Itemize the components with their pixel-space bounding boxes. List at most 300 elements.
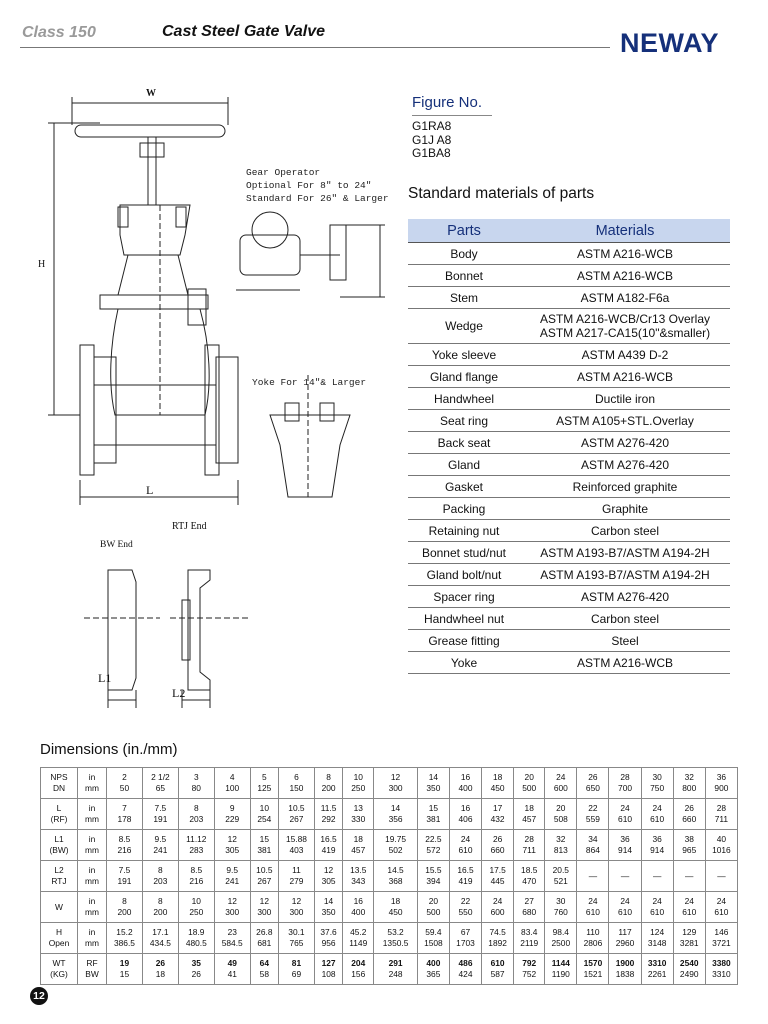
dimension-cell-line: 69 (291, 969, 302, 979)
dimension-cell (250, 892, 278, 923)
dimension-cell-line: 16 (353, 896, 363, 906)
dimension-cell-line: 18.5 (521, 865, 538, 875)
dimension-row (41, 861, 738, 892)
dimension-cell-line: 32 (556, 834, 566, 844)
dimension-cell-line: 419 (458, 876, 473, 886)
part-name: Bonnet stud/nut (408, 542, 520, 564)
dimension-cell-line: 12 (323, 865, 334, 875)
row-unit-line: mm (85, 783, 99, 793)
materials-row (408, 652, 730, 674)
dimension-cell-line: 480.5 (185, 938, 207, 948)
row-label (41, 799, 78, 830)
dimension-cell-line: 83.4 (521, 927, 538, 937)
dimension-cell-line: 12 (291, 896, 302, 906)
dimension-cell-line: 267 (289, 814, 304, 824)
dimension-cell-line: 127 (321, 958, 336, 968)
dimension-cell (449, 768, 481, 799)
dimension-cell-line: 200 (117, 907, 132, 917)
dim-w-label: W (146, 88, 156, 99)
dimension-cell-line: 36 (652, 834, 662, 844)
dimension-cell (374, 799, 418, 830)
dimension-cell (705, 768, 737, 799)
dimension-cell-line: 8 (193, 803, 199, 813)
dimension-cell (250, 954, 278, 985)
materials-body (408, 243, 730, 674)
dimension-cell (142, 768, 178, 799)
dimension-cell-line: 13.5 (350, 865, 367, 875)
dimension-cell (250, 799, 278, 830)
dimension-cell (214, 923, 250, 954)
dimension-cell (178, 799, 214, 830)
row-unit-line: mm (85, 938, 99, 948)
dimension-cell-line: 146 (714, 927, 729, 937)
dimension-cell-line: 14 (428, 772, 439, 782)
row-label-line: L (56, 803, 62, 813)
dimension-cell-line: 65 (155, 783, 166, 793)
part-name: Yoke sleeve (408, 344, 520, 366)
dimension-cell-line: 792 (522, 958, 537, 968)
dimension-cell-line: 19.75 (385, 834, 407, 844)
dimension-cell (705, 923, 737, 954)
row-unit-line: in (88, 772, 96, 782)
dimension-cell (673, 799, 705, 830)
figure-codes (412, 120, 451, 161)
dimension-cell-line: 26 (191, 969, 201, 979)
dimension-cell (514, 799, 545, 830)
dimension-cell-line: 610 (458, 845, 473, 855)
materials-row (408, 542, 730, 564)
dimension-cell-line: 11.5 (320, 803, 337, 813)
dimension-cell-line: 24 (588, 896, 598, 906)
dimension-cell-line: 26 (588, 772, 598, 782)
dimension-cell (178, 861, 214, 892)
part-name: Body (408, 243, 520, 265)
dimension-cell-line: 400 (458, 783, 473, 793)
part-name: Gland (408, 454, 520, 476)
dimension-cell (577, 892, 609, 923)
dimension-cell-line: 2119 (520, 938, 539, 948)
dimension-cell-line: 681 (257, 938, 272, 948)
part-material: ASTM A193-B7/ASTM A194-2H (520, 564, 730, 586)
dimension-cell (178, 830, 214, 861)
materials-header-row (408, 219, 730, 243)
dimension-cell-line: 12 (227, 896, 237, 906)
part-name: Spacer ring (408, 586, 520, 608)
dimension-cell-line: 610 (682, 907, 697, 917)
dimension-cell-line: 2261 (647, 969, 667, 979)
dimension-cell-line: 250 (351, 783, 366, 793)
dimension-cell-line: 74.5 (489, 927, 506, 937)
dimension-cell-line: 1144 (551, 958, 570, 968)
dimension-cell (214, 892, 250, 923)
dimension-cell (545, 861, 577, 892)
dimension-cell (514, 768, 545, 799)
part-material: ASTM A216-WCB (520, 243, 730, 265)
dimension-cell (374, 954, 418, 985)
dimension-cell-line: 45.2 (350, 927, 367, 937)
dimension-cell-line: 241 (225, 876, 240, 886)
row-unit (78, 830, 107, 861)
dimension-cell-line: 291 (388, 958, 403, 968)
dimension-cell-line: 381 (257, 845, 272, 855)
gear-operator-caption (246, 166, 389, 205)
row-label (41, 861, 78, 892)
dimension-cell-line: 300 (225, 907, 240, 917)
part-name: Grease fitting (408, 630, 520, 652)
dimension-cell (214, 954, 250, 985)
dimension-cell-line: 864 (585, 845, 600, 855)
dimension-cell-line: 16 (460, 772, 471, 782)
caption-line: Standard For 26ʺ & Larger (246, 193, 389, 204)
part-name: Gland bolt/nut (408, 564, 520, 586)
dimension-cell (314, 923, 342, 954)
dimension-cell-line: 8 (158, 896, 163, 906)
row-unit-line: BW (85, 969, 99, 979)
dimension-cell-line: 1350.5 (382, 938, 409, 948)
row-unit-line: mm (85, 876, 99, 886)
row-unit-line: in (88, 834, 96, 844)
dimension-cell-line: 10 (353, 772, 363, 782)
dimension-cell (278, 892, 314, 923)
part-material: ASTM A276-420 (520, 586, 730, 608)
dimension-cell-line: 750 (650, 783, 665, 793)
dimension-cell (705, 954, 737, 985)
row-label-line: Open (48, 938, 70, 948)
dimension-cell (417, 768, 449, 799)
class-label: Class 150 (22, 24, 96, 41)
dim-l1-label: L1 (98, 671, 112, 685)
dimension-cell (673, 954, 705, 985)
dimension-cell-line: 500 (426, 907, 441, 917)
dimension-cell (417, 799, 449, 830)
materials-row (408, 265, 730, 287)
dimension-cell-line: — (620, 870, 630, 881)
dimension-cell (314, 768, 342, 799)
dimension-cell-line: 3310 (712, 969, 731, 979)
dimension-cell-line: 98.4 (552, 927, 569, 937)
row-unit (78, 768, 107, 799)
dimension-row (41, 768, 738, 799)
dimension-cell-line: 660 (682, 814, 697, 824)
dimension-cell-line: — (685, 870, 694, 881)
dimension-cell (449, 954, 481, 985)
dimension-cell (142, 861, 178, 892)
dimension-cell-line: 900 (714, 783, 729, 793)
row-label (41, 892, 78, 923)
part-material: ASTM A182-F6a (520, 287, 730, 309)
dimension-cell-line: 386.5 (113, 938, 135, 948)
figure-code: G1RA8 (412, 119, 452, 133)
dimension-cell-line: 965 (682, 845, 697, 855)
figure-code: G1BA8 (412, 146, 451, 160)
materials-row (408, 388, 730, 410)
row-label-line: (BW) (49, 845, 69, 855)
dimension-cell-line: 15.2 (116, 927, 133, 937)
dimension-cell-line: 10 (191, 896, 201, 906)
dimension-cell-line: 1838 (615, 969, 635, 979)
dimension-cell-line: 18 (492, 772, 503, 782)
dimension-cell-line: 28 (716, 803, 727, 813)
dimension-cell-line: 2 (122, 772, 127, 782)
dimension-cell-line: 23 (227, 927, 237, 937)
dimension-cell-line: 502 (388, 845, 403, 855)
dimension-cell (449, 799, 481, 830)
dimension-cell-line: 15 (259, 834, 269, 844)
dimension-cell (343, 923, 374, 954)
dimension-cell (374, 830, 418, 861)
dimension-cell-line: 10.5 (256, 865, 273, 875)
dimensions-title: Dimensions (in./mm) (40, 741, 178, 758)
dimension-cell-line: 7.5 (154, 803, 167, 813)
dimension-cell (278, 799, 314, 830)
dimension-cell-line: 254 (257, 814, 272, 824)
row-label (41, 830, 78, 861)
part-material: ASTM A216-WCB (520, 265, 730, 287)
dimension-cell-line: 41 (227, 969, 237, 979)
dimension-cell-line: 50 (119, 783, 130, 793)
dimension-cell-line: 470 (522, 876, 537, 886)
dimension-cell-line: 14 (323, 896, 334, 906)
dimension-cell-line: 9 (229, 803, 235, 813)
dimension-cell (374, 892, 418, 923)
dimension-cell-line: 24 (652, 896, 662, 906)
dimension-cell-line: 14 (390, 803, 401, 813)
dimension-cell-line: 600 (490, 907, 505, 917)
dimension-cell-line: 450 (388, 907, 403, 917)
dimension-cell-line: 3281 (679, 938, 699, 948)
dimension-cell-line: 419 (321, 845, 336, 855)
dimension-cell (250, 861, 278, 892)
dimension-cell (577, 954, 609, 985)
dimension-cell-line: 38 (684, 834, 694, 844)
materials-table (408, 219, 730, 674)
dim-l-label: L (146, 483, 154, 497)
dimension-cell (250, 768, 278, 799)
dimension-cell-line: 711 (714, 814, 729, 824)
dimension-cell (482, 768, 514, 799)
dimension-cell-line: 20 (524, 772, 534, 782)
dimension-cell (514, 892, 545, 923)
dimension-cell (609, 923, 641, 954)
dimension-cell-line: 40 (716, 834, 727, 844)
dimension-cell-line: 381 (426, 814, 441, 824)
dimension-cell (514, 954, 545, 985)
dimension-cell-line: 27 (524, 896, 534, 906)
dimension-cell (673, 830, 705, 861)
materials-row (408, 243, 730, 265)
row-label (41, 768, 78, 799)
dimension-cell (577, 768, 609, 799)
row-label-line: (RF) (50, 814, 68, 824)
materials-row (408, 630, 730, 652)
dimension-cell-line: 406 (458, 814, 473, 824)
brand-logo: NEWAY (620, 28, 720, 58)
dimension-cell-line: 5 (262, 772, 267, 782)
dimension-cell (449, 861, 481, 892)
dimension-cell-line: 22.5 (425, 834, 442, 844)
dimension-cell-line: 117 (618, 927, 632, 937)
dimension-cell (250, 923, 278, 954)
dimension-cell-line: 550 (458, 907, 473, 917)
dimension-cell-line: 7 (122, 803, 127, 813)
dimension-cell (178, 923, 214, 954)
dimension-cell-line: 24 (652, 803, 662, 813)
dimension-cell (278, 861, 314, 892)
dimension-cell-line: 30 (652, 772, 662, 782)
part-name: Wedge (408, 309, 520, 344)
dimension-cell-line: 8 (122, 896, 127, 906)
dimension-cell-line: 400 (351, 907, 366, 917)
part-material: ASTM A216-WCB (520, 366, 730, 388)
dimension-cell-line: 229 (225, 814, 240, 824)
dimension-cell-line: 3148 (647, 938, 667, 948)
row-unit-line: RF (86, 958, 98, 968)
dimension-cell-line: 204 (351, 958, 366, 968)
dimension-cell-line: 53.2 (387, 927, 404, 937)
dimension-cell (449, 830, 481, 861)
dimension-cell (545, 830, 577, 861)
dimension-cell-line: 700 (618, 783, 633, 793)
dimension-cell-line: 36 (620, 834, 630, 844)
figure-rule (412, 115, 492, 116)
part-name: Gasket (408, 476, 520, 498)
dimension-cell-line: 610 (714, 907, 729, 917)
caption-line: Gear Operator (246, 167, 321, 178)
row-unit (78, 799, 107, 830)
dimension-cell-line: 10.5 (288, 803, 305, 813)
dimension-cell-line: 18 (353, 834, 363, 844)
dimension-cell-line: 8 (158, 865, 163, 875)
dimension-cell (673, 768, 705, 799)
materials-row (408, 454, 730, 476)
dimension-cell-line: — (652, 870, 662, 881)
materials-row (408, 344, 730, 366)
dimension-cell-line: 350 (426, 783, 441, 793)
dimension-cell (673, 923, 705, 954)
dimension-cell-line: 1521 (583, 969, 603, 979)
dimension-cell-line: 15 (119, 969, 130, 979)
dimension-cell (374, 768, 418, 799)
dimension-cell-line: 35 (191, 958, 201, 968)
dimension-cell (482, 954, 514, 985)
part-name: Retaining nut (408, 520, 520, 542)
dimension-cell (482, 830, 514, 861)
dimension-cell-line: 403 (289, 845, 304, 855)
dimension-cell-line: 508 (553, 814, 568, 824)
row-label-line: DN (52, 783, 66, 793)
dimension-cell (609, 892, 641, 923)
dimension-cell-line: 24 (492, 896, 503, 906)
dimension-cell-line: 279 (289, 876, 304, 886)
dimension-cell-line: 30 (556, 896, 566, 906)
dimension-cell-line: 610 (618, 907, 633, 917)
dimension-cell (178, 892, 214, 923)
dimension-cell-line: 559 (585, 814, 600, 824)
dimension-cell-line: 610 (618, 814, 633, 824)
dimension-cell-line: 368 (388, 876, 403, 886)
dimension-cell (343, 861, 374, 892)
row-label-line: H (55, 927, 63, 937)
part-material: ASTM A276-420 (520, 432, 730, 454)
row-unit-line: in (88, 927, 96, 937)
dimension-cell (214, 830, 250, 861)
dimension-cell-line: — (717, 870, 726, 881)
dimension-cell-line: 12 (390, 772, 401, 782)
dimension-cell-line: 241 (153, 845, 168, 855)
dimension-cell-line: 191 (153, 814, 168, 824)
dimension-cell (641, 954, 673, 985)
dimension-cell (641, 892, 673, 923)
dimension-cell-line: 2806 (583, 938, 603, 948)
dimension-cell-line: 80 (191, 783, 201, 793)
dimension-cell (343, 799, 374, 830)
dimension-cell-line: 1190 (551, 969, 570, 979)
dimension-cell-line: 22 (460, 896, 471, 906)
dimension-cell-line: 16.5 (457, 865, 474, 875)
dimension-cell-line: 125 (257, 783, 272, 793)
dimension-cell-line: 216 (117, 845, 132, 855)
dimension-cell-line: 18.9 (188, 927, 205, 937)
dimension-cell-line: 445 (490, 876, 505, 886)
dimension-cell-line: 1900 (615, 958, 635, 968)
part-material: Ductile iron (520, 388, 730, 410)
dimension-cell (417, 830, 449, 861)
dimension-cell-line: 424 (458, 969, 473, 979)
dimension-cell (609, 861, 641, 892)
dimension-cell (417, 923, 449, 954)
dimension-cell-line: 203 (189, 814, 204, 824)
dimension-cell-line: 24 (460, 834, 471, 844)
dimension-cell (314, 799, 342, 830)
dimension-cell-line: 250 (189, 907, 204, 917)
dimension-cell-line: 26.8 (256, 927, 273, 937)
dimension-cell-line: 191 (117, 876, 132, 886)
dimension-cell (705, 892, 737, 923)
dimension-cell-line: 305 (225, 845, 240, 855)
dimension-cell (514, 923, 545, 954)
part-material: Reinforced graphite (520, 476, 730, 498)
dimension-row (41, 799, 738, 830)
dimension-cell-line: 12 (259, 896, 269, 906)
dimension-cell-line: 24 (716, 896, 727, 906)
part-material: ASTM A216-WCB/Cr13 Overlay ASTM A217-CA15(10"&smaller) (520, 309, 730, 344)
dim-l2-label: L2 (172, 686, 186, 700)
dimension-cell-line: 32 (684, 772, 694, 782)
dimension-cell (705, 861, 737, 892)
dimension-cell-line: 18 (155, 969, 166, 979)
dimension-cell-line: 58 (259, 969, 269, 979)
row-unit (78, 923, 107, 954)
dimension-cell-line: 711 (522, 845, 536, 855)
dimension-cell-line: 343 (351, 876, 366, 886)
dimension-cell (417, 861, 449, 892)
dimension-cell (107, 892, 143, 923)
dimension-cell-line: 203 (153, 876, 168, 886)
dimension-cell-line: 610 (585, 907, 600, 917)
figure-code: G1J A8 (412, 132, 452, 147)
dimension-cell (314, 892, 342, 923)
dimension-cell-line: 434.5 (149, 938, 171, 948)
document-title: Cast Steel Gate Valve (162, 23, 326, 40)
dimension-cell-line: 1508 (424, 938, 443, 948)
dimension-cell-line: 650 (585, 783, 600, 793)
dimension-cell-line: 20 (556, 803, 566, 813)
dimension-cell (374, 923, 418, 954)
dimension-cell-line: 200 (153, 907, 168, 917)
dimension-cell (142, 830, 178, 861)
dimension-cell-line: 1149 (349, 938, 368, 948)
part-material: Carbon steel (520, 608, 730, 630)
